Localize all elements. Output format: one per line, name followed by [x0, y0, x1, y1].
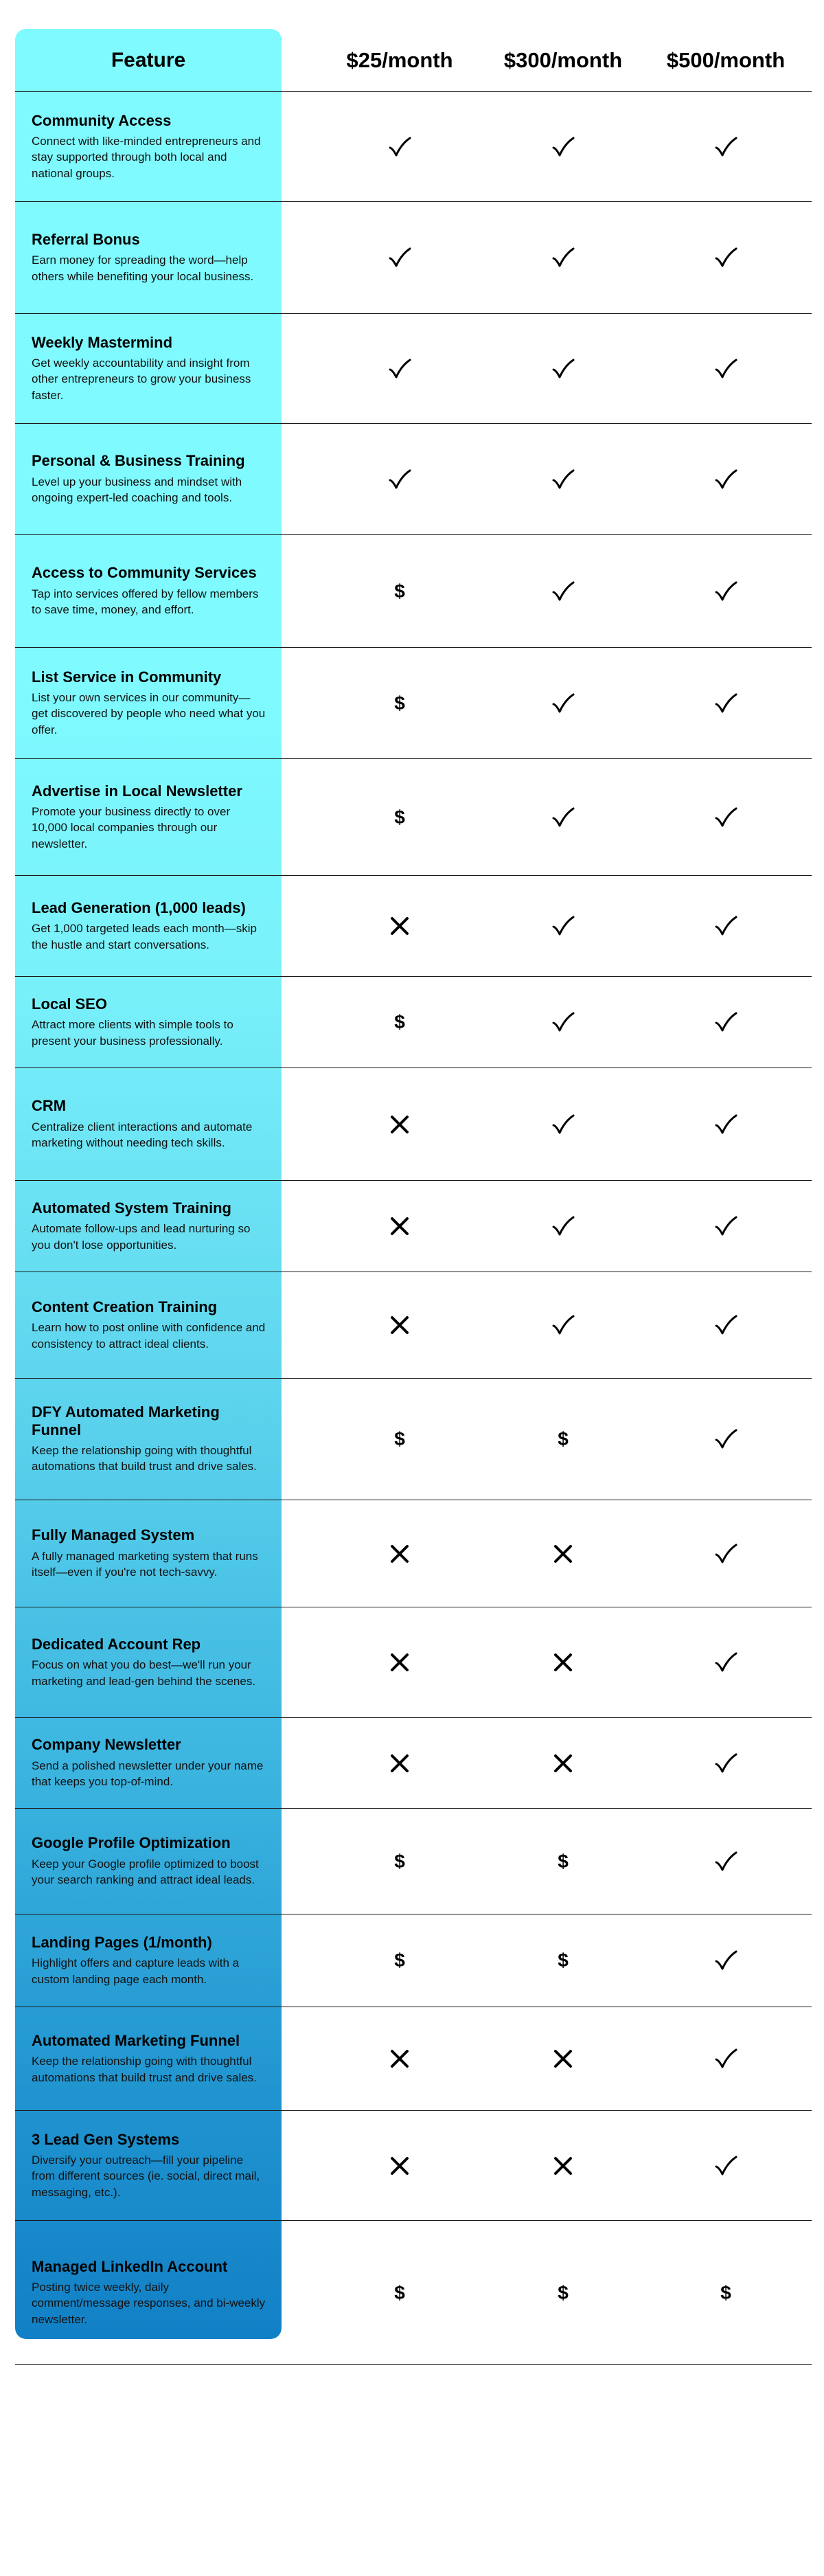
plan-cell	[643, 202, 808, 313]
feature-title: Fully Managed System	[32, 1526, 195, 1544]
feature-description: Keep the relationship going with thoughtful automations that build trust and drive sales.	[32, 2055, 257, 2084]
plan-cell	[481, 2221, 645, 2364]
check-icon	[388, 358, 411, 380]
check-icon	[714, 1011, 737, 1033]
feature-title: Personal & Business Training	[32, 452, 245, 470]
plan-cell	[481, 1500, 645, 1607]
table-row	[15, 1718, 812, 1809]
x-icon	[389, 1315, 410, 1335]
table-body	[15, 92, 812, 2365]
plan-cell	[643, 1718, 808, 1808]
plan-cell	[317, 2007, 482, 2110]
table-row	[15, 92, 812, 202]
feature-description: List your own services in our community—get discovered by people who need what you offer.	[32, 690, 266, 736]
check-icon	[551, 1314, 575, 1336]
plan-cell	[643, 2111, 808, 2220]
plan-cell	[643, 648, 808, 758]
add-on-price-icon: $	[720, 2281, 731, 2303]
check-icon	[551, 247, 575, 269]
plan-cell	[643, 1500, 808, 1607]
add-on-price-icon: $	[558, 1850, 569, 1872]
check-icon	[551, 580, 575, 602]
plan-cell	[481, 202, 645, 313]
check-icon	[551, 468, 575, 490]
plan-header-basic: $25/month	[346, 48, 453, 72]
plan-cell	[317, 648, 482, 758]
plan-cell	[317, 1068, 482, 1180]
add-on-price-icon: $	[394, 806, 405, 828]
table-header-row	[15, 29, 812, 92]
plan-cell	[317, 202, 482, 313]
plan-cell	[643, 977, 808, 1067]
feature-title: Lead Generation (1,000 leads)	[32, 899, 246, 916]
add-on-price-icon: $	[394, 1428, 405, 1449]
feature-title: Automated System Training	[32, 1199, 231, 1217]
table-row	[15, 1809, 812, 1914]
feature-cell	[15, 759, 282, 875]
feature-description: Focus on what you do best—we'll run your marketing and lead-gen behind the scenes.	[32, 1658, 256, 1688]
feature-description: Tap into services offered by fellow members to save time, money, and effort.	[32, 587, 259, 617]
plan-cell	[317, 92, 482, 201]
feature-cell	[15, 1379, 282, 1500]
feature-title: Google Profile Optimization	[32, 1834, 231, 1852]
table-row	[15, 759, 812, 876]
plan-cell	[643, 2221, 808, 2364]
plan-cell	[481, 648, 645, 758]
check-icon	[388, 468, 411, 490]
check-icon	[714, 915, 737, 937]
feature-description: Attract more clients with simple tools to present your business professionally.	[32, 1018, 233, 1048]
feature-title: DFY Automated Marketing Funnel	[32, 1403, 220, 1438]
check-icon	[551, 1215, 575, 1237]
check-icon	[388, 136, 411, 158]
feature-cell	[15, 202, 282, 313]
feature-title: Landing Pages (1/month)	[32, 1933, 212, 1951]
plan-cell	[481, 535, 645, 647]
feature-description: Earn money for spreading the word—help others while benefiting your local business.	[32, 253, 254, 283]
feature-description: Posting twice weekly, daily comment/message responses, and bi-weekly newsletter.	[32, 2280, 266, 2326]
check-icon	[388, 247, 411, 269]
plan-cell	[481, 1068, 645, 1180]
plan-cell	[481, 1914, 645, 2007]
feature-description: Connect with like-minded entrepreneurs and stay supported through both local and national groups.	[32, 134, 261, 180]
feature-cell	[15, 1914, 282, 2007]
x-icon	[389, 916, 410, 936]
table-row	[15, 1607, 812, 1718]
plan-cell	[317, 1379, 482, 1500]
plan-cell	[317, 1272, 482, 1378]
feature-title: Access to Community Services	[32, 564, 257, 582]
check-icon	[551, 692, 575, 714]
feature-cell	[15, 1718, 282, 1808]
feature-description: Get 1,000 targeted leads each month—skip the hustle and start conversations.	[32, 922, 257, 951]
feature-title: Advertise in Local Newsletter	[32, 782, 242, 800]
check-icon	[714, 1428, 737, 1450]
feature-cell	[15, 2221, 282, 2364]
add-on-price-icon: $	[558, 2281, 569, 2303]
feature-description: Promote your business directly to over 10,000 local companies through our newsletter.	[32, 804, 231, 850]
plan-header-premium: $500/month	[666, 48, 786, 72]
feature-description: Level up your business and mindset with ongoing expert-led coaching and tools.	[32, 475, 242, 505]
x-icon	[553, 2048, 573, 2069]
feature-description: Send a polished newsletter under your name that keeps you top-of-mind.	[32, 1759, 264, 1789]
check-icon	[551, 915, 575, 937]
feature-title: Managed LinkedIn Account	[32, 2257, 228, 2275]
add-on-price-icon: $	[394, 580, 405, 602]
feature-title: 3 Lead Gen Systems	[32, 2130, 180, 2148]
add-on-price-icon: $	[394, 692, 405, 714]
plan-cell	[481, 1181, 645, 1272]
add-on-price-icon: $	[394, 1950, 405, 1971]
plan-cell	[643, 1068, 808, 1180]
plan-cell	[317, 977, 482, 1067]
plan-cell	[317, 1809, 482, 1914]
table-row	[15, 1181, 812, 1272]
x-icon	[553, 1753, 573, 1774]
plan-cell	[643, 92, 808, 201]
table-row	[15, 648, 812, 759]
feature-cell	[15, 1809, 282, 1914]
plan-cell	[643, 2007, 808, 2110]
check-icon	[714, 1314, 737, 1336]
check-icon	[714, 1651, 737, 1673]
check-icon	[551, 1114, 575, 1136]
plan-cell	[643, 876, 808, 976]
plan-cell	[481, 759, 645, 875]
add-on-price-icon: $	[558, 1428, 569, 1449]
plan-header-pro: $300/month	[503, 48, 623, 72]
check-icon	[714, 2155, 737, 2177]
plan-cell	[481, 314, 645, 423]
plan-cell	[481, 1809, 645, 1914]
feature-title: Content Creation Training	[32, 1298, 218, 1315]
x-icon	[553, 1544, 573, 1564]
feature-title: Weekly Mastermind	[32, 333, 173, 351]
feature-description: Diversify your outreach—fill your pipeline from different sources (ie. social, direct mail, messaging, etc.).	[32, 2153, 260, 2199]
feature-cell	[15, 2111, 282, 2220]
plan-cell	[643, 424, 808, 534]
add-on-price-icon: $	[558, 1950, 569, 1971]
check-icon	[714, 1752, 737, 1774]
plan-cell	[481, 424, 645, 534]
check-icon	[714, 1851, 737, 1873]
plan-cell	[317, 1607, 482, 1717]
feature-title: Referral Bonus	[32, 230, 140, 248]
plan-cell	[643, 314, 808, 423]
table-row	[15, 202, 812, 314]
plan-cell	[317, 1718, 482, 1808]
check-icon	[551, 806, 575, 828]
x-icon	[553, 2156, 573, 2176]
feature-cell	[15, 314, 282, 423]
table-row	[15, 1914, 812, 2007]
plan-cell	[481, 92, 645, 201]
plan-cell	[317, 2111, 482, 2220]
plan-cell	[317, 535, 482, 647]
plan-cell	[481, 1379, 645, 1500]
check-icon	[714, 1950, 737, 1971]
table-row	[15, 314, 812, 424]
plan-cell	[317, 2221, 482, 2364]
table-row	[15, 1272, 812, 1379]
feature-cell	[15, 535, 282, 647]
feature-cell	[15, 648, 282, 758]
x-icon	[389, 2156, 410, 2176]
check-icon	[551, 358, 575, 380]
plan-cell	[317, 314, 482, 423]
table-row	[15, 2007, 812, 2111]
table-row	[15, 876, 812, 977]
feature-title: Company Newsletter	[32, 1736, 181, 1754]
table-row	[15, 1379, 812, 1500]
table-row	[15, 2221, 812, 2365]
plan-cell	[481, 2007, 645, 2110]
feature-cell	[15, 1068, 282, 1180]
table-row	[15, 1500, 812, 1607]
feature-title: Automated Marketing Funnel	[32, 2031, 240, 2049]
plan-cell	[317, 1181, 482, 1272]
pricing-comparison-table	[15, 29, 812, 2365]
check-icon	[714, 136, 737, 158]
feature-cell	[15, 1181, 282, 1272]
plan-cell	[481, 1718, 645, 1808]
plan-cell	[481, 876, 645, 976]
plan-cell	[643, 535, 808, 647]
feature-title: Local SEO	[32, 995, 108, 1013]
feature-description: Automate follow-ups and lead nurturing so you don't lose opportunities.	[32, 1222, 251, 1252]
add-on-price-icon: $	[394, 1850, 405, 1872]
feature-cell	[15, 1500, 282, 1607]
feature-cell	[15, 1607, 282, 1717]
feature-cell	[15, 1272, 282, 1378]
add-on-price-icon: $	[394, 1011, 405, 1032]
plan-cell	[317, 759, 482, 875]
feature-column-header: Feature	[111, 49, 186, 71]
check-icon	[714, 692, 737, 714]
plan-cell	[481, 2111, 645, 2220]
feature-description: Keep the relationship going with thoughtful automations that build trust and drive sales.	[32, 1443, 257, 1473]
check-icon	[714, 468, 737, 490]
check-icon	[714, 247, 737, 269]
x-icon	[389, 2048, 410, 2069]
feature-title: Community Access	[32, 111, 172, 129]
feature-description: Learn how to post online with confidence and consistency to attract ideal clients.	[32, 1321, 266, 1351]
check-icon	[551, 136, 575, 158]
feature-cell	[15, 876, 282, 976]
table-row	[15, 977, 812, 1068]
table-row	[15, 535, 812, 648]
x-icon	[389, 1114, 410, 1135]
feature-cell	[15, 424, 282, 534]
x-icon	[389, 1652, 410, 1673]
check-icon	[551, 1011, 575, 1033]
plan-cell	[643, 1272, 808, 1378]
feature-description: Keep your Google profile optimized to boost your search ranking and attract ideal leads.	[32, 1857, 259, 1887]
table-row	[15, 424, 812, 535]
plan-cell	[317, 424, 482, 534]
add-on-price-icon: $	[394, 2281, 405, 2303]
plan-cell	[643, 1379, 808, 1500]
plan-cell	[481, 977, 645, 1067]
check-icon	[714, 358, 737, 380]
plan-cell	[317, 876, 482, 976]
x-icon	[553, 1652, 573, 1673]
plan-cell	[643, 1914, 808, 2007]
feature-title: CRM	[32, 1097, 67, 1115]
plan-cell	[643, 1607, 808, 1717]
check-icon	[714, 1215, 737, 1237]
feature-title: Dedicated Account Rep	[32, 1635, 201, 1653]
feature-cell	[15, 977, 282, 1067]
feature-description: Get weekly accountability and insight from other entrepreneurs to grow your business faster.	[32, 356, 251, 402]
table-row	[15, 2111, 812, 2221]
plan-cell	[481, 1607, 645, 1717]
x-icon	[389, 1216, 410, 1236]
check-icon	[714, 2048, 737, 2070]
feature-cell	[15, 2007, 282, 2110]
x-icon	[389, 1753, 410, 1774]
feature-description: Highlight offers and capture leads with a custom landing page each month.	[32, 1956, 240, 1986]
feature-cell	[15, 92, 282, 201]
feature-description: A fully managed marketing system that runs itself—even if you're not tech-savvy.	[32, 1549, 258, 1579]
table-row	[15, 1068, 812, 1181]
plan-cell	[643, 1809, 808, 1914]
plan-cell	[643, 1181, 808, 1272]
x-icon	[389, 1544, 410, 1564]
check-icon	[714, 1543, 737, 1565]
feature-title: List Service in Community	[32, 668, 222, 686]
plan-cell	[317, 1914, 482, 2007]
plan-cell	[481, 1272, 645, 1378]
plan-cell	[317, 1500, 482, 1607]
plan-cell	[643, 759, 808, 875]
check-icon	[714, 1114, 737, 1136]
feature-description: Centralize client interactions and automate marketing without needing tech skills.	[32, 1120, 253, 1150]
check-icon	[714, 806, 737, 828]
check-icon	[714, 580, 737, 602]
